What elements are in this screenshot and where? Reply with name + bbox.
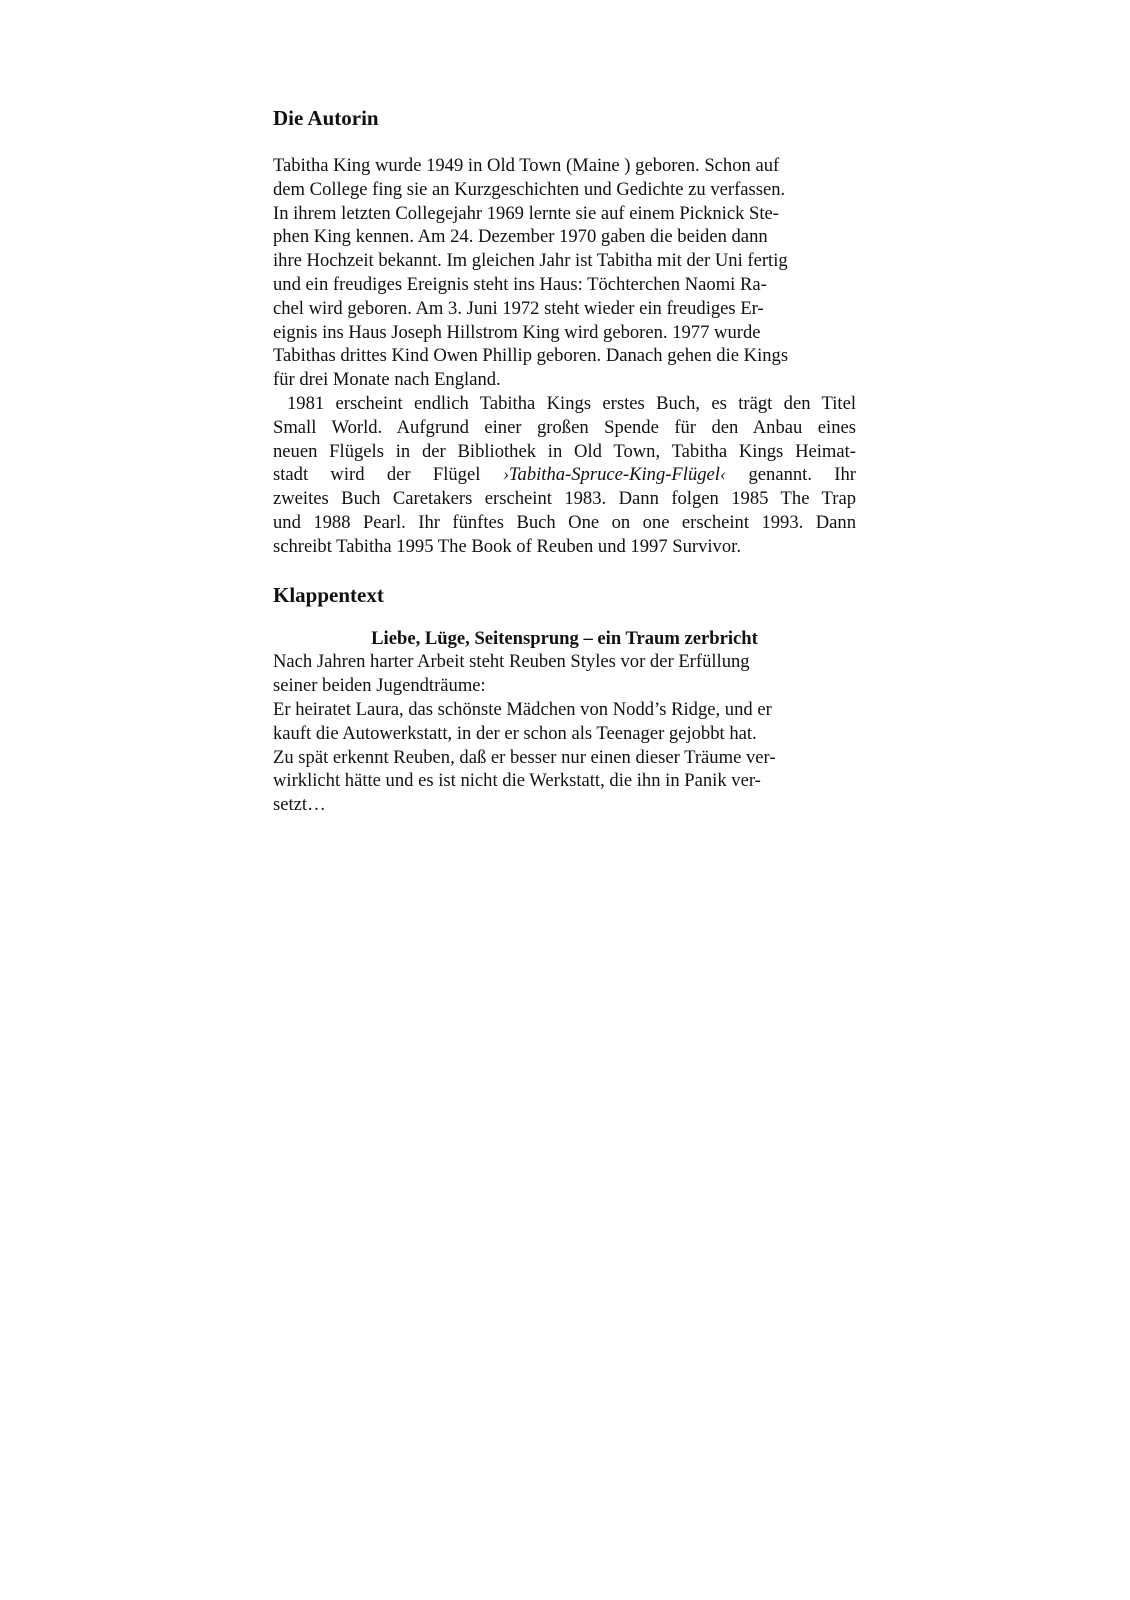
text-line: und 1988 Pearl. Ihr fünftes Buch One on one erscheint 1993. Dann: [273, 511, 856, 533]
document-page: [273, 104, 856, 817]
text-line: Er heiratet Laura, das schönste Mädchen von Nodd’s Ridge, und er: [273, 698, 772, 720]
wing-name-italic: ›Tabitha-Spruce-King-Flügel‹: [502, 464, 727, 486]
text-line: phen King kennen. Am 24. Dezember 1970 gaben die beiden dann: [273, 226, 768, 248]
text-line: eignis ins Haus Joseph Hillstrom King wird geboren. 1977 wurde: [273, 321, 761, 343]
author-paragraph-1: [273, 154, 856, 392]
text-line: [273, 463, 856, 487]
section-heading-blurb: Klappentext: [273, 582, 384, 607]
text-line: setzt…: [273, 794, 326, 816]
text-line: schreibt Tabitha 1995 The Book of Reuben und 1997 Survivor.: [273, 535, 741, 557]
section-heading-author: Die Autorin: [273, 106, 379, 130]
text-line: zweites Buch Caretakers erscheint 1983. Dann folgen 1985 The Trap: [273, 488, 856, 510]
text-line: für drei Monate nach England.: [273, 369, 501, 391]
text-segment: genannt. Ihr: [726, 464, 856, 486]
text-segment: stadt wird der Flügel: [273, 464, 503, 486]
text-line: Small World. Aufgrund einer großen Spende für den Anbau eines: [273, 416, 856, 438]
text-line: Zu spät erkennt Reuben, daß er besser nur einen dieser Träume ver-: [273, 746, 776, 768]
text-line: ihre Hochzeit bekannt. Im gleichen Jahr ist Tabitha mit der Uni fertig: [273, 250, 788, 272]
text-line: 1981 erscheint endlich Tabitha Kings erstes Buch, es trägt den Titel: [287, 392, 856, 414]
text-line: kauft die Autowerkstatt, in der er schon als Teenager gejobbt hat.: [273, 722, 757, 744]
text-line: In ihrem letzten Collegejahr 1969 lernte sie auf einem Picknick Ste-: [273, 202, 779, 224]
blurb-subtitle: Liebe, Lüge, Seitensprung – ein Traum zerbricht: [371, 627, 758, 649]
text-line: wirklicht hätte und es ist nicht die Werkstatt, die ihn in Panik ver-: [273, 770, 761, 792]
text-line: neuen Flügels in der Bibliothek in Old Town, Tabitha Kings Heimat-: [273, 440, 856, 462]
text-line: Tabithas drittes Kind Owen Phillip geboren. Danach gehen die Kings: [273, 345, 789, 367]
author-paragraph-2: [273, 392, 856, 559]
text-line: Tabitha King wurde 1949 in Old Town (Maine ) geboren. Schon auf: [273, 155, 780, 176]
text-line: und ein freudiges Ereignis steht ins Haus: Töchterchen Naomi Ra-: [273, 273, 767, 295]
blurb-paragraph: [273, 650, 856, 817]
text-line: seiner beiden Jugendträume:: [273, 675, 486, 697]
text-line: chel wird geboren. Am 3. Juni 1972 steht wieder ein freudiges Er-: [273, 297, 764, 319]
text-line: dem College fing sie an Kurzgeschichten und Gedichte zu verfassen.: [273, 178, 786, 200]
text-line: Nach Jahren harter Arbeit steht Reuben Styles vor der Erfüllung: [273, 651, 750, 673]
